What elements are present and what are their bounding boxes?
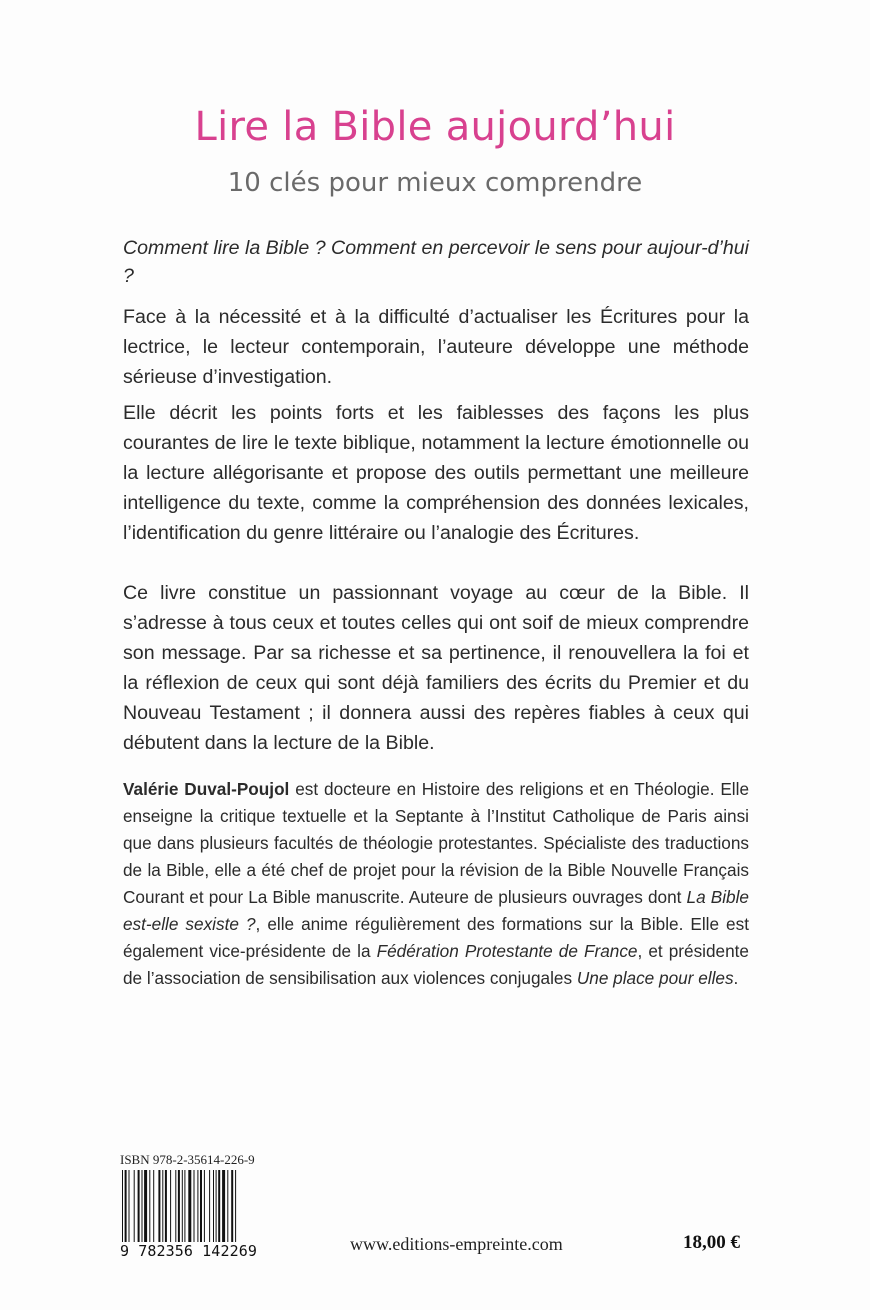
intro-paragraph-2: Elle décrit les points forts et les faiblesses des façons les plus courantes de lire le texte biblique, notamment la lecture émotionnelle ou la lecture allégorisante et propose des outils permettant une meilleure intelligence du texte, comme la compréhension des données lexicales, l’identification du genre littéraire ou l’analogie des Écritures. [123,402,749,544]
barcode-bar [149,1170,150,1250]
barcode-bar [197,1170,198,1250]
barcode-digits: 9 782356 142269 [120,1242,282,1260]
barcode-bar [213,1170,214,1250]
barcode-bar [235,1170,236,1250]
barcode-bar [125,1170,127,1250]
barcode-bar [129,1170,130,1250]
barcode-bar [162,1170,163,1250]
bio-text-1: est docteure en Histoire des religions et en Théologie. Elle enseigne la critique textuelle et la Septante à l’Institut Catholique de Paris ainsi que dans plusieurs facultés de théologie protestantes. Spécialiste des traductions de la Bible, elle a été chef de projet pour la révision de la Bible Nouvelle Français Courant et pour La Bible manuscrite. Auteure de plusieurs ouvrages dont [123,779,749,907]
intro-paragraph-1: Face à la nécessité et à la difficulté d’actualiser les Écritures pour la lectrice, le lecteur contemporain, l’auteure développe une méthode sérieuse d’investigation. [123,306,749,388]
isbn-label: ISBN 978-2-35614-226-9 [120,1152,255,1167]
barcode-bar [204,1170,205,1250]
barcode-icon [120,1170,280,1250]
barcode-bar [182,1170,183,1250]
bio-book-title: La Bible est-elle sexiste ? [123,887,749,934]
barcode-bar [142,1170,143,1250]
barcode-bar [170,1170,171,1250]
intro-question: Comment lire la Bible ? Comment en percevoir le sens pour aujour-d’hui ? [123,237,749,287]
bio-text-3: , et présidente de l’association de sensibilisation aux violences conjugales [123,941,749,988]
barcode-bar [194,1170,195,1250]
intro-paragraph-3: Ce livre constitue un passionnant voyage au cœur de la Bible. Il s’adresse à tous ceux et toutes celles qui ont soif de mieux comprendre son message. Par sa richesse et sa pertinence, il renouvellera la foi et la réflexion de ceux qui sont déjà familiers des écrits du Premier et du Nouveau Testament ; il donnera aussi des repères fiables à ceux qui débutent dans la lecture de la Bible. [123,582,749,754]
barcode-bar [175,1170,176,1250]
price-label: 18,00 € [683,1232,740,1253]
barcode-bar [153,1170,154,1250]
bio-federation: Fédération Protestante de France [376,941,638,961]
barcode-bar [216,1170,217,1250]
barcode-bar [165,1170,167,1250]
barcode-bar [227,1170,228,1250]
bio-text-4: . [733,968,739,988]
author-bio [123,776,749,992]
bio-text-2: , elle anime régulièrement des formations sur la Bible. Elle est également vice-présidente de la [123,914,749,961]
book-subtitle: 10 clés pour mieux comprendre [227,168,643,198]
author-name: Valérie Duval-Poujol [123,779,290,799]
barcode-bar [158,1170,160,1250]
barcode-bar [209,1170,210,1250]
barcode-bar [188,1170,191,1250]
barcode-bar [184,1170,185,1250]
barcode-bar [122,1170,123,1250]
barcode-bar [218,1170,220,1250]
barcode-bar [231,1170,233,1250]
barcode-bar [138,1170,140,1250]
barcode-bar [144,1170,147,1250]
bio-association: Une place pour elles [576,968,734,988]
barcode-bar [222,1170,225,1250]
barcode-bar [178,1170,180,1250]
barcode-bar [134,1170,135,1250]
publisher-website: www.editions-empreinte.com [350,1234,563,1254]
barcode-bar [200,1170,202,1250]
book-title: Lire la Bible aujourd’hui [194,104,676,150]
